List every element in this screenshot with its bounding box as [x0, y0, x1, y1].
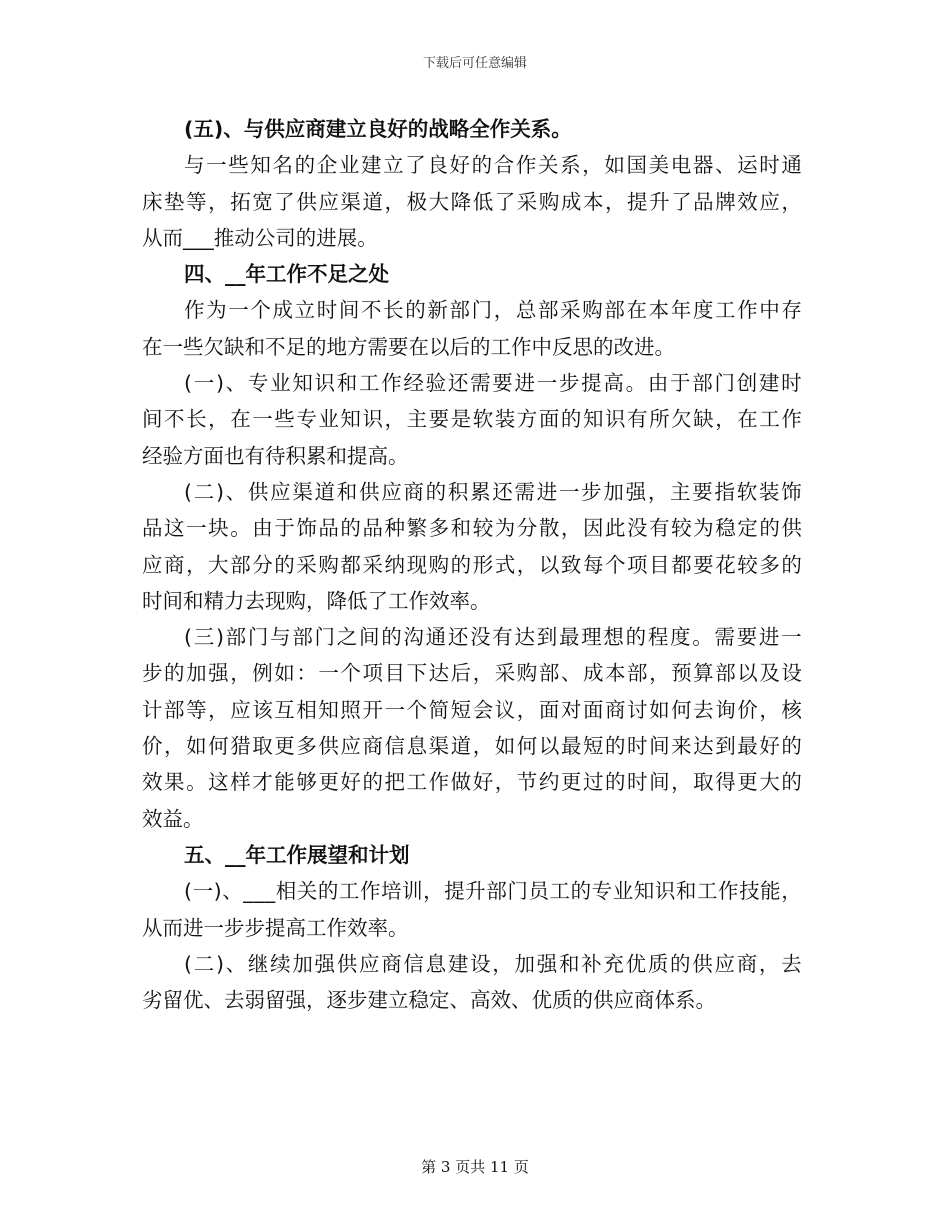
- paragraph-line: 品 这 一 块 。 由 于 饰 品 的 品 种 繁 多 和 较 为 分 散 ， 因 此 没 有 较 为 稳 定 的 供: [142, 516, 802, 541]
- paragraph-line: 从而___推动公司的进展。: [142, 225, 378, 250]
- paragraph-line: 在一些欠缺和不足的地方需要在以后的工作中反思的改进。: [142, 334, 675, 359]
- paragraph-line: 经验方面也有待积累和提高。: [142, 443, 409, 468]
- paragraph-line: 效益。: [142, 806, 204, 831]
- page-header: 下载后可任意编辑: [422, 56, 527, 71]
- paragraph-line: 床 垫 等 ， 拓 宽 了 供 应 渠 道 ， 极 大 降 低 了 采 购 成 本 ， 提 升 了 品 牌 效 应 ，: [142, 189, 802, 214]
- paragraph-line: 间 不 长 ， 在 一 些 专 业 知 识 ， 主 要 是 软 装 方 面 的 知 识 有 所 欠 缺 ， 在 工 作: [142, 407, 802, 432]
- paragraph-line: 步 的 加 强 ， 例 如 ： 一 个 项 目 下 达 后 ， 采 购 部 、 成 本 部 ， 预 算 部 以 及 设: [142, 661, 802, 686]
- paragraph-line: ( 一 ) 、 专 业 知 识 和 工 作 经 验 还 需 要 进 一 步 提 高 。 由 于 部 门 创 建 时: [184, 371, 802, 396]
- paragraph-line: ( 二 ) 、 供 应 渠 道 和 供 应 商 的 积 累 还 需 进 一 步 加 强 ， 主 要 指 软 装 饰: [184, 479, 802, 504]
- paragraph-line: 作 为 一 个 成 立 时 间 不 长 的 新 部 门 ， 总 部 采 购 部 在 本 年 度 工 作 中 存: [184, 298, 802, 323]
- section-heading: 四、__年工作不足之处: [184, 262, 389, 287]
- paragraph-line: ( 一 ) 、 _ _ _ 相 关 的 工 作 培 训 ， 提 升 部 门 员 工 的 专 业 知 识 和 工 作 技 能 ，: [184, 879, 802, 904]
- paragraph-line: 劣留优、去弱留强，逐步建立稳定、高效、优质的供应商体系。: [142, 988, 716, 1013]
- paragraph-line: 价 ， 如 何 猎 取 更 多 供 应 商 信 息 渠 道 ， 如 何 以 最 短 的 时 间 来 达 到 最 好 的: [142, 734, 802, 759]
- paragraph-line: 从而进一步步提高工作效率。: [142, 915, 409, 940]
- paragraph-line: 应 商 ， 大 部 分 的 采 购 都 采 纳 现 购 的 形 式 ， 以 致 每 个 项 目 都 要 花 较 多 的: [142, 552, 802, 577]
- page-footer: 第 3 页共 11 页: [421, 1158, 529, 1176]
- paragraph-line: 效 果 。 这 样 才 能 够 更 好 的 把 工 作 做 好 ， 节 约 更 过 的 时 间 ， 取 得 更 大 的: [142, 770, 802, 795]
- section-heading: 五、__年工作展望和计划: [184, 842, 410, 867]
- paragraph-line: 时间和精力去现购，降低了工作效率。: [142, 588, 491, 613]
- document-body: [142, 111, 802, 1018]
- paragraph-line: ( 三 ) 部 门 与 部 门 之 间 的 沟 通 还 没 有 达 到 最 理 想 的 程 度 。 需 要 进 一: [184, 625, 802, 650]
- paragraph-line: 计 部 等 ， 应 该 互 相 知 照 开 一 个 简 短 会 议 ， 面 对 面 商 讨 如 何 去 询 价 ， 核: [142, 697, 802, 722]
- paragraph-line: 与 一 些 知 名 的 企 业 建 立 了 良 好 的 合 作 关 系 ， 如 国 美 电 器 、 运 时 通: [184, 153, 802, 178]
- paragraph-line: ( 二 ) 、 继 续 加 强 供 应 商 信 息 建 设 ， 加 强 和 补 充 优 质 的 供 应 商 ， 去: [184, 951, 802, 976]
- section-heading: (五)、与供应商建立良好的战略全作关系。: [184, 117, 572, 141]
